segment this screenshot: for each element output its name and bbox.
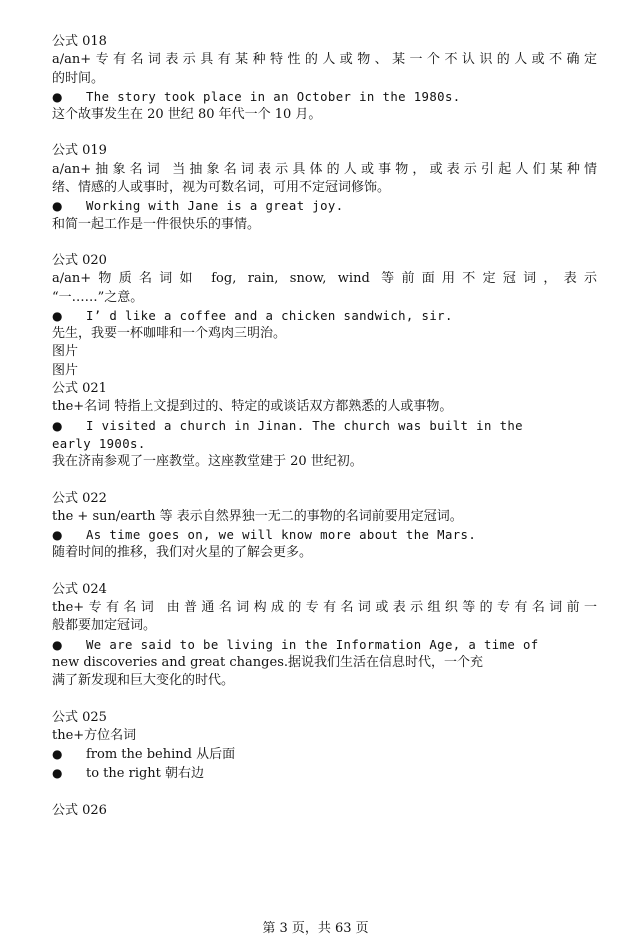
example-item [52, 307, 597, 325]
section-title: 公式 021 [52, 381, 107, 397]
example-sentence-cont: early 1900s. [52, 436, 146, 451]
page-content [52, 33, 597, 820]
explanation-line: a/an+抽象名词 当抽象名词表示具体的人或事物，或表示引起人们某种情 [52, 161, 597, 177]
bullet-icon: ● [52, 637, 63, 652]
bullet-icon: ● [52, 89, 63, 104]
example-translation: 我在济南参观了一座教堂。这座教堂建于 20 世纪初。 [52, 454, 363, 470]
example-translation: 先生，我要一杯咖啡和一个鸡肉三明治。 [52, 326, 287, 342]
example-sentence-cont: new discoveries and great changes.据说我们生活在信息时代，一个充 [52, 654, 483, 670]
example-item [52, 417, 597, 435]
example-item [52, 88, 597, 106]
section-026 [52, 802, 597, 820]
section-title: 公式 022 [52, 490, 107, 506]
example-item [52, 745, 597, 764]
image-placeholder: 图片 [52, 362, 79, 378]
section-025 [52, 709, 597, 784]
section-title: 公式 024 [52, 581, 107, 597]
section-title: 公式 018 [52, 34, 107, 49]
explanation-line: the+名词 特指上文提到过的、特定的或谈话双方都熟悉的人或事物。 [52, 399, 453, 415]
example-sentence: As time goes on, we will know more about the Mars. [86, 528, 477, 543]
image-placeholder: 图片 [52, 344, 79, 360]
section-019 [52, 142, 597, 233]
example-phrase: to the right 朝右边 [86, 766, 205, 782]
section-024 [52, 581, 597, 691]
example-translation: 和简一起工作是一件很快乐的事情。 [52, 216, 261, 232]
bullet-icon: ● [52, 418, 63, 433]
section-title: 公式 019 [52, 143, 107, 159]
section-018 [52, 33, 597, 124]
bullet-icon: ● [52, 528, 63, 543]
explanation-line: 般都要加定冠词。 [52, 618, 157, 634]
section-title: 公式 026 [52, 802, 107, 818]
example-sentence: Working with Jane is a great joy. [86, 199, 344, 214]
explanation-line: the+专有名词 由普通名词构成的专有名词或表示组织等的专有名词前一 [52, 600, 597, 616]
example-sentence: The story took place in an October in the 1980s. [86, 89, 461, 104]
example-item [52, 636, 597, 654]
section-022 [52, 490, 597, 563]
explanation-line: a/an+物质名词如 fog, rain, snow, wind 等前面用不定冠词，表示 [52, 271, 597, 287]
example-translation: 这个故事发生在 20 世纪 80 年代一个 10 月。 [52, 107, 322, 123]
explanation-line: 的时间。 [52, 70, 105, 86]
section-020 [52, 252, 597, 380]
explanation-line: the + sun/earth 等 表示自然界独一无二的事物的名词前要用定冠词。 [52, 508, 463, 524]
example-sentence: I visited a church in Jinan. The church was built in the [86, 418, 523, 433]
example-item [52, 197, 597, 215]
bullet-icon: ● [52, 199, 63, 214]
explanation-line: 绪、情感的人或事时，视为可数名词，可用不定冠词修饰。 [52, 180, 391, 196]
example-item [52, 526, 597, 544]
example-translation: 满了新发现和巨大变化的时代。 [52, 673, 235, 689]
page-number-footer: 第 3 页，共 63 页 [262, 921, 369, 936]
section-021 [52, 380, 597, 471]
explanation-line: a/an+专有名词表示具有某种特性的人或物、某一个不认识的人或不确定 [52, 52, 597, 68]
example-sentence: We are said to be living in the Information Age, a time of [86, 637, 539, 652]
section-title: 公式 020 [52, 252, 107, 268]
bullet-icon: ● [52, 766, 63, 781]
bullet-icon: ● [52, 308, 63, 323]
explanation-line: “一……”之意。 [52, 289, 144, 305]
section-title: 公式 025 [52, 709, 107, 725]
example-translation: 随着时间的推移，我们对火星的了解会更多。 [52, 545, 313, 561]
bullet-icon: ● [52, 747, 63, 762]
example-sentence: I’ d like a coffee and a chicken sandwich, sir. [86, 308, 453, 323]
explanation-line: the+方位名词 [52, 727, 137, 743]
example-item [52, 764, 597, 783]
example-phrase: from the behind 从后面 [86, 747, 236, 763]
